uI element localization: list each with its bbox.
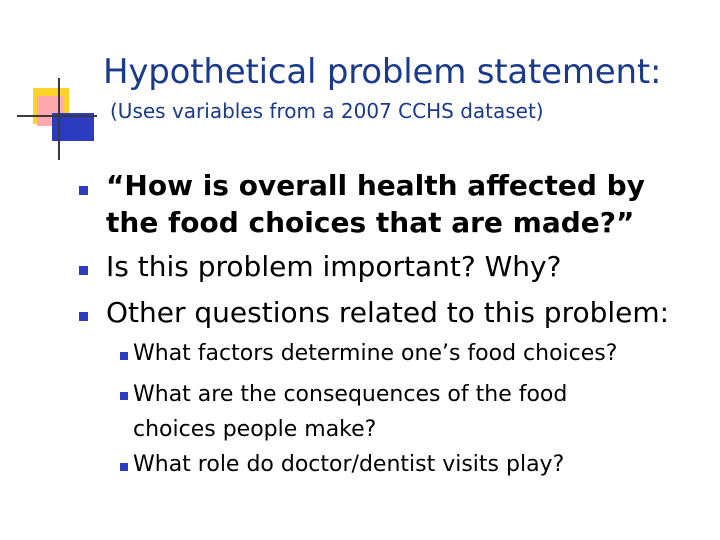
- sub-bullet-text-line: choices people make?: [133, 417, 377, 442]
- decorative-logo: [0, 0, 100, 170]
- slide-subtitle: (Uses variables from a 2007 CCHS dataset): [110, 99, 544, 123]
- square-bullet-icon: [79, 312, 88, 321]
- bullet-text-line: the food choices that are made?”: [106, 206, 635, 239]
- square-bullet-icon: [120, 463, 128, 471]
- bullet-text-line: Other questions related to this problem:: [106, 296, 670, 329]
- square-bullet-icon: [120, 392, 128, 400]
- sub-bullet-text-line: What factors determine one’s food choices?: [133, 341, 618, 366]
- sub-bullet-text-line: What role do doctor/dentist visits play?: [133, 452, 565, 477]
- square-bullet-icon: [120, 352, 128, 360]
- vertical-line-decoration: [58, 78, 60, 160]
- square-bullet-icon: [79, 266, 88, 275]
- bullet-text-line: “How is overall health affected by: [106, 169, 645, 202]
- square-bullet-icon: [79, 186, 88, 195]
- horizontal-line-decoration: [17, 115, 97, 117]
- slide-title: Hypothetical problem statement:: [103, 52, 662, 92]
- bullet-text-line: Is this problem important? Why?: [106, 250, 562, 283]
- sub-bullet-text-line: What are the consequences of the food: [133, 382, 568, 407]
